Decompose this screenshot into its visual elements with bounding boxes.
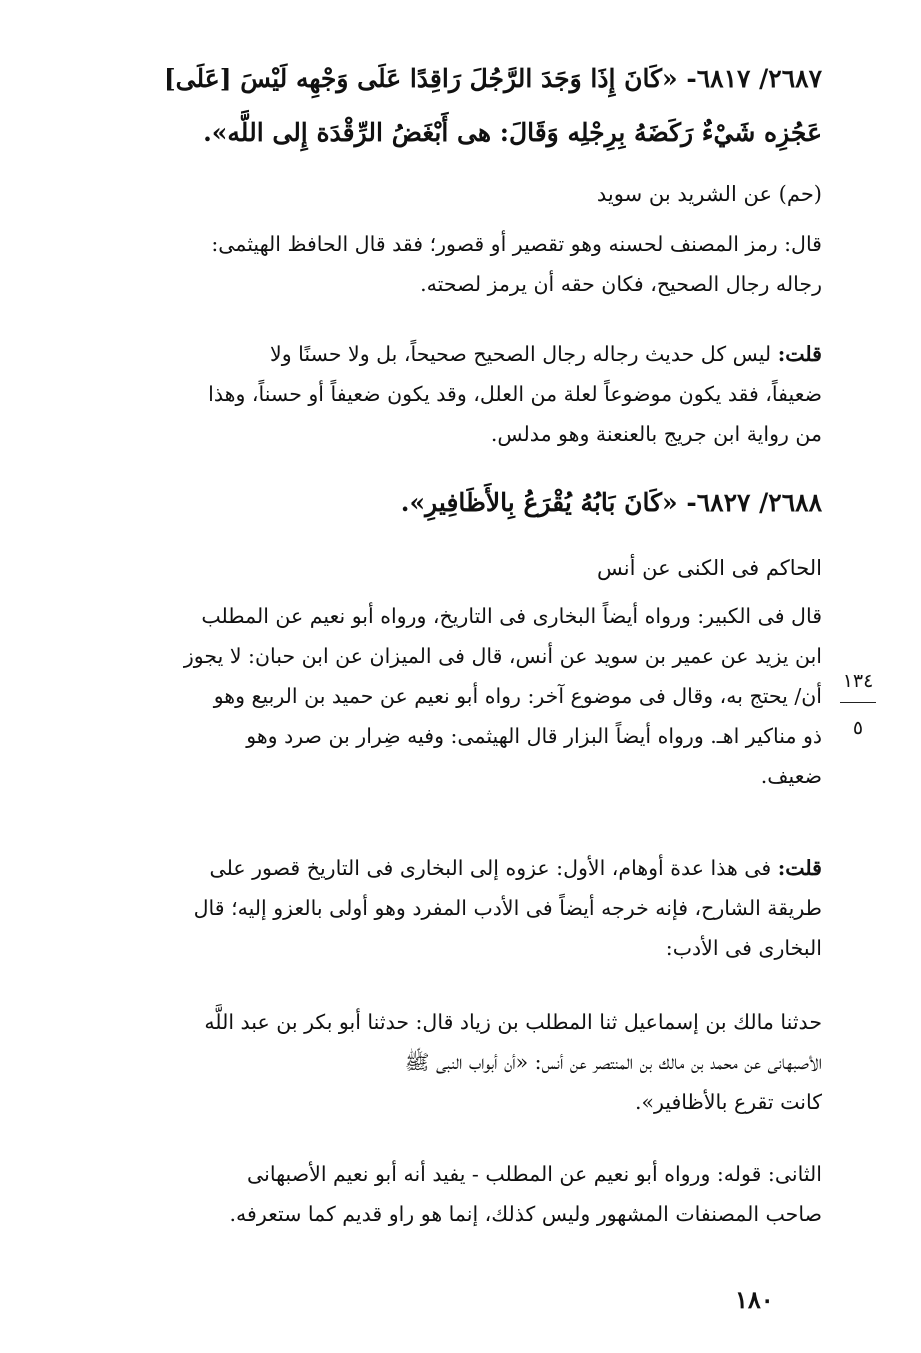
rebuttal-paragraph [100, 848, 822, 968]
paragraph-line: رجاله رجال الصحيح، فكان حقه أن يرمز لصحته. [420, 272, 822, 296]
paragraph-line: حدثنا مالك بن إسماعيل ثنا المطلب بن زياد قال: حدثنا أبو بكر بن عبد اللَّه [204, 1010, 822, 1034]
qultu-label: قلت: [777, 342, 822, 366]
commentary-paragraph [100, 224, 822, 304]
paragraph-line: صاحب المصنفات المشهور وليس كذلك، إنما هو راو قديم كما ستعرفه. [229, 1202, 822, 1226]
paragraph-line: ابن يزيد عن عمير بن سويد عن أنس، قال فى الميزان عن ابن حبان: لا يجوز [183, 644, 822, 668]
manuscript-folio-marker [818, 670, 898, 739]
paragraph-line: قلت: ليس كل حديث رجاله رجال الصحيح صحيحاً، بل ولا حسنًا ولا [270, 342, 822, 366]
page-number: ١٨٠ [735, 1285, 774, 1314]
paragraph-line: البخارى فى الأدب: [665, 936, 822, 960]
commentary-paragraph [100, 596, 822, 796]
folio-line-number: ٥ [852, 717, 864, 739]
isnad-paragraph [100, 1002, 822, 1122]
folio-number: ١٣٤ [842, 670, 874, 692]
paragraph-line: ذو مناكير اهـ. ورواه أيضاً البزار قال الهيثمى: وفيه ضِرار بن صرد وهو [246, 724, 822, 748]
hadith-2688: ٢٦٨٨/ ٦٨٢٧- «كَانَ بَابُهُ يُقْرَعُ بِالأَظَافِيرِ». [400, 488, 822, 517]
paragraph-line: طريقة الشارح، فإنه خرجه أيضاً فى الأدب المفرد وهو أولى بالعزو إليه؛ قال [193, 896, 822, 920]
hadith-line: عَجُزِه شَيْءٌ رَكَضَهُ بِرِجْلِه وَقَالَ: هى أَبْغَضُ الرِّقْدَة إِلى اللَّه». [203, 118, 822, 147]
paragraph-line: قال: رمز المصنف لحسنه وهو تقصير أو قصور؛ فقد قال الحافظ الهيثمى: [211, 232, 822, 256]
paragraph-line: قال فى الكبير: ورواه أيضاً البخارى فى التاريخ، ورواه أبو نعيم عن المطلب [201, 604, 822, 628]
folio-divider [840, 702, 876, 703]
paragraph-line: الأصبهانى عن محمد بن مالك بن المنتصر عن أنس: «أن أبواب النبى ﷺ [404, 1050, 822, 1074]
second-point-paragraph [100, 1154, 822, 1234]
hadith-line: ٢٦٨٧/ ٦٨١٧- «كَانَ إِذَا وَجَدَ الرَّجُلَ رَاقِدًا عَلَى وَجْهِه لَيْسَ [عَلَى] [163, 64, 822, 93]
hadith-source: (حم) عن الشريد بن سويد [596, 182, 822, 206]
paragraph-line: قلت: فى هذا عدة أوهام، الأول: عزوه إلى البخارى فى التاريخ قصور على [209, 856, 822, 880]
hadith-source: الحاكم فى الكنى عن أنس [596, 556, 822, 580]
paragraph-line: من رواية ابن جريج بالعنعنة وهو مدلس. [490, 422, 822, 446]
rebuttal-paragraph [100, 334, 822, 454]
paragraph-line: ضعيف. [760, 764, 822, 788]
qultu-label: قلت: [777, 856, 822, 880]
paragraph-line: أن/ يحتج به، وقال فى موضوع آخر: رواه أبو نعيم عن حميد بن الربيع وهو [213, 684, 822, 708]
paragraph-line: الثانى: قوله: ورواه أبو نعيم عن المطلب - يفيد أنه أبو نعيم الأصبهانى [247, 1162, 822, 1186]
hadith-2687 [100, 52, 822, 160]
paragraph-line: ضعيفاً، فقد يكون موضوعاً لعلة من العلل، وقد يكون ضعيفاً أو حسناً، وهذا [208, 382, 822, 406]
paragraph-line: كانت تقرع بالأظافير». [634, 1090, 822, 1114]
